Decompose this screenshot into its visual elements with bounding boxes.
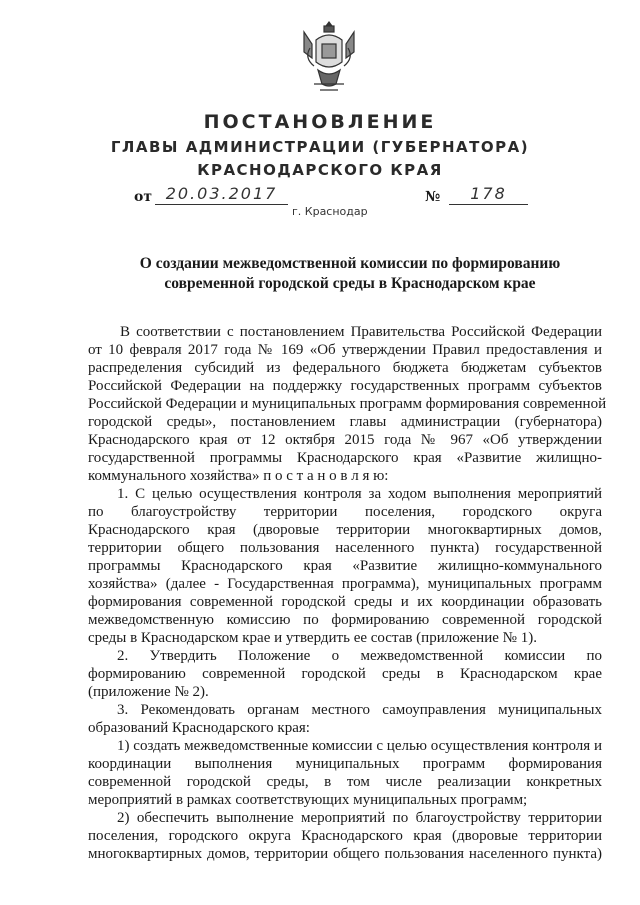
body-line: Краснодарского края от 12 октября 2015 года № 967 «Об утверждении (88, 432, 602, 448)
issuer-heading: ГЛАВЫ АДМИНИСТРАЦИИ (ГУБЕРНАТОРА) (110, 138, 530, 156)
body-line: хозяйства» (далее - Государственная программа), муниципальных программ (88, 576, 602, 592)
date-prefix: от (134, 189, 153, 205)
body-line: поселения, городского округа Краснодарского края (дворовые территории (88, 828, 602, 844)
body-line: современной городской среды, в том числе реализации конкретных (88, 774, 602, 790)
body-line: многоквартирных домов, территории общего пользования населенного пункта) (88, 846, 602, 862)
body-line: формированию современной городской среды в Краснодарском крае (88, 666, 602, 682)
body-line: среды в Краснодарском крае и утвердить ее состав (приложение № 1). (88, 630, 537, 646)
body-line: межведомственную комиссию по формированию современной городской (88, 612, 602, 628)
body-line: 1) создать межведомственные комиссии с целью осуществления контроля и (117, 738, 602, 754)
document-date: 20.03.2017 (155, 184, 288, 205)
document-title-line: современной городской среды в Краснодарском крае (164, 275, 536, 292)
body-line: мероприятий в рамках соответствующих муниципальных программ; (88, 792, 528, 808)
body-line: по благоустройству территории поселения, городского округа (88, 504, 602, 520)
body-line: координации выполнения муниципальных программ формирования (88, 756, 602, 772)
body-line: Российской Федерации на поддержку государственных программ субъектов (88, 378, 602, 394)
body-line: формирования современной городской среды и их координации образовать (88, 594, 602, 610)
region-heading: КРАСНОДАРСКОГО КРАЯ (197, 161, 443, 179)
body-line: 2. Утвердить Положение о межведомственной комиссии по (117, 648, 602, 664)
coat-of-arms-emblem (298, 18, 360, 96)
body-line: Российской Федерации и муниципальных программ формирования современной (88, 396, 607, 412)
body-line: территории общего пользования населенного пункта) государственной (88, 540, 602, 556)
body-line: 3. Рекомендовать органам местного самоуправления муниципальных (117, 702, 602, 718)
body-line: коммунального хозяйства» п о с т а н о в л я ю: (88, 468, 389, 484)
body-line: программы Краснодарского края «Развитие жилищно-коммунального (88, 558, 602, 574)
document-type-heading: ПОСТАНОВЛЕНИЕ (203, 111, 437, 133)
document-number: 178 (449, 184, 528, 205)
body-line: государственной программы Краснодарского края «Развитие жилищно- (88, 450, 602, 466)
body-line: 2) обеспечить выполнение мероприятий по благоустройству территории (117, 810, 602, 826)
body-line: 1. С целью осуществления контроля за ходом выполнения мероприятий (117, 486, 602, 502)
body-line: образований Краснодарского края: (88, 720, 310, 736)
body-line: В соответствии с постановлением Правительства Российской Федерации (120, 324, 602, 340)
number-prefix: № (425, 189, 441, 205)
body-line: распределения субсидий из федерального бюджета бюджетам субъектов (88, 360, 602, 376)
body-line: Краснодарского края (дворовые территории многоквартирных домов, (88, 522, 602, 538)
body-line: городской среды», постановлением главы администрации (губернатора) (88, 414, 602, 430)
city-label: г. Краснодар (292, 205, 368, 218)
body-line: (приложение № 2). (88, 684, 209, 700)
document-title-line: О создании межведомственной комиссии по формированию (139, 255, 561, 272)
body-line: от 10 февраля 2017 года № 169 «Об утверждении Правил предоставления и (88, 342, 602, 358)
